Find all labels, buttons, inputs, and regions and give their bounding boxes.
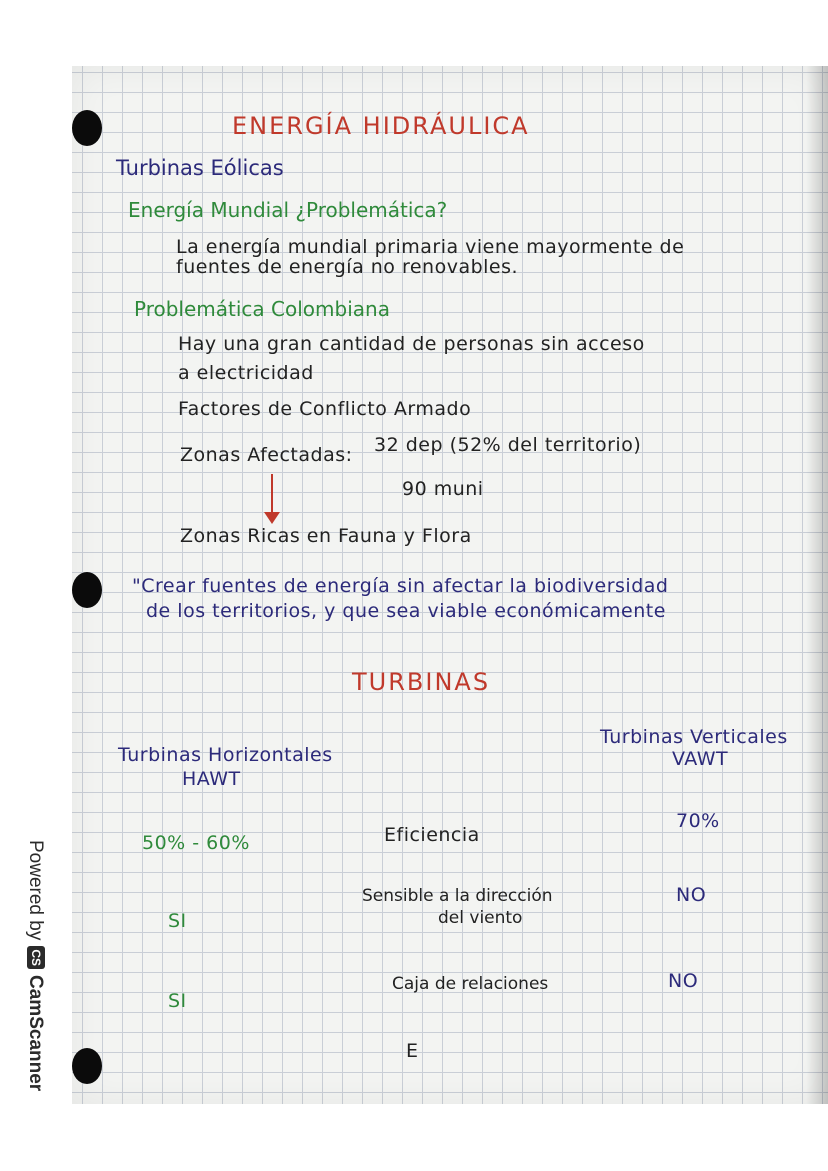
zonas-afectadas-muni: 90 muni [402,478,484,500]
note-line: La energía mundial primaria viene mayormente de [176,236,685,258]
quote-line: "Crear fuentes de energía sin afectar la biodiversidad [132,575,669,597]
zonas-ricas: Zonas Ricas en Fauna y Flora [180,525,472,547]
quote-line: de los territorios, y que sea viable económicamente [146,600,666,622]
binder-hole [72,110,102,146]
note-line: Factores de Conflicto Armado [178,398,472,420]
binder-hole [72,1048,102,1084]
zonas-afectadas-dep: 32 dep (52% del territorio) [374,434,642,456]
note-line: a electricidad [178,362,314,384]
trailing-mark: E [406,1040,419,1062]
hawt-caja: SI [168,990,187,1012]
vawt-sensible: NO [676,884,707,906]
down-arrow-head-icon [264,512,280,524]
camscanner-watermark [12,840,54,1150]
vawt-caja: NO [668,970,699,992]
page-title: ENERGÍA HIDRÁULICA [232,112,530,140]
zonas-afectadas-label: Zonas Afectadas: [180,444,353,466]
hawt-abbr: HAWT [182,768,241,790]
vawt-eficiencia: 70% [676,810,720,832]
criterion-sensible: Sensible a la dirección [362,886,553,906]
vawt-title: Turbinas Verticales [600,726,788,748]
camscanner-logo-icon: CS [27,946,45,969]
watermark-prefix: Powered by [25,840,46,941]
heading-energia-mundial: Energía Mundial ¿Problemática? [128,198,448,222]
criterion-caja: Caja de relaciones [392,974,549,994]
hawt-sensible: SI [168,910,187,932]
binder-hole [72,572,102,608]
hawt-eficiencia: 50% - 60% [142,832,250,854]
criterion-eficiencia: Eficiencia [384,824,480,846]
criterion-sensible-line2: del viento [438,908,523,928]
hawt-title: Turbinas Horizontales [118,744,333,766]
note-line: fuentes de energía no renovables. [176,256,519,278]
vawt-abbr: VAWT [672,748,729,770]
watermark-text [24,840,46,1091]
section-title-turbinas: TURBINAS [352,668,491,696]
page-subtitle: Turbinas Eólicas [116,156,284,180]
note-line: Hay una gran cantidad de personas sin acceso [178,333,645,355]
watermark-brand: CamScanner [25,975,46,1092]
heading-problematica-colombiana: Problemática Colombiana [134,297,390,321]
down-arrow-icon [271,474,273,514]
